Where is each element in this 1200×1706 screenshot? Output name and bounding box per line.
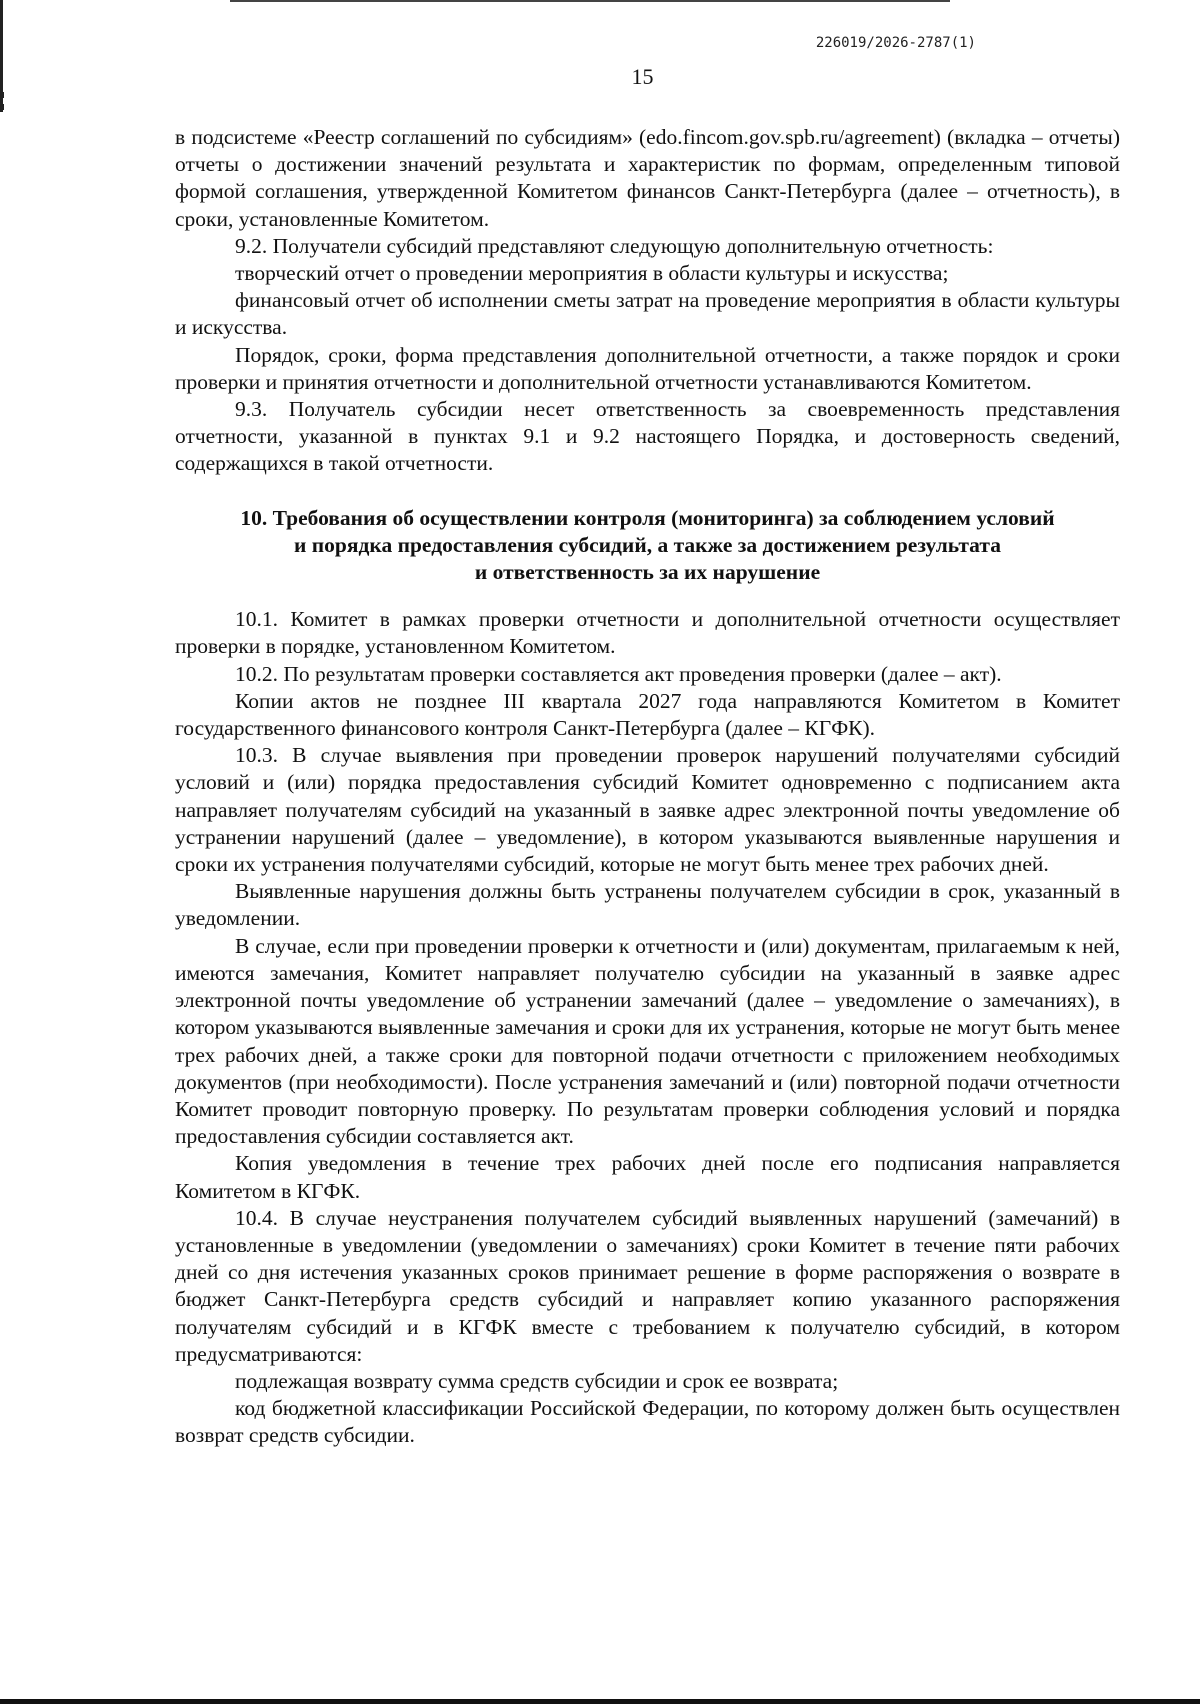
paragraph-9-1-continuation: в подсистеме «Реестр соглашений по субсидиям» (edo.fincom.gov.spb.ru/agreement) (вкладка – отчеты) отчеты о достижении значений результата и характеристик по формам, определенным типовой формой соглашения, утвержденной Комитетом финансов Санкт-Петербурга (далее – отчетность), в сроки, установленные Комитетом. [175,125,1120,231]
paragraph-violations-elimination: Выявленные нарушения должны быть устранены получателем субсидии в срок, указанный в уведомлении. [175,879,1120,931]
scan-edge-tick [0,92,4,98]
section-10-heading-line: и ответственность за их нарушение [474,560,821,585]
paragraph-10-1: 10.1. Комитет в рамках проверки отчетности и дополнительной отчетности осуществляет проверки в порядке, установленном Комитетом. [175,607,1120,659]
paragraph-10-2: 10.2. По результатам проверки составляется акт проведения проверки (далее – акт). [235,661,1002,686]
paragraph-9-2: 9.2. Получатели субсидий представляют следующую дополнительную отчетность: [235,233,994,258]
scan-edge-tick [0,104,4,110]
list-item-creative-report: творческий отчет о проведении мероприятия в области культуры и искусства; [235,261,949,286]
section-10-heading [175,505,1120,587]
paragraph-reporting-procedure: Порядок, сроки, форма представления дополнительной отчетности, а также порядок и сроки проверки и принятия отчетности и дополнительной отчетности устанавливаются Комитетом. [175,342,1120,394]
paragraph-notice-copy: Копия уведомления в течение трех рабочих дней после его подписания направляется Комитетом в КГФК. [175,1151,1120,1203]
paragraph-remarks: В случае, если при проведении проверки к отчетности и (или) документам, прилагаемым к ней, имеются замечания, Комитет направляет получателю субсидии на указанный в заявке адрес электронной почты уведомление об устранении замечаний (далее – уведомление о замечаниях), в котором указываются выявленные замечания и сроки для их устранения, которые не могут быть менее трех рабочих дней, а также сроки для повторной подачи отчетности с приложением необходимых документов (при необходимости). После устранения замечаний и (или) повторной подачи отчетности Комитет проводит повторную проверку. По результатам проверки соблюдения условий и порядка предоставления субсидии составляется акт. [175,933,1120,1149]
paragraph-acts-copies: Копии актов не позднее III квартала 2027 года направляются Комитетом в Комитет государственного финансового контроля Санкт-Петербурга (далее – КГФК). [175,688,1120,741]
list-item-refund-amount: подлежащая возврату сумма средств субсидии и срок ее возврата; [235,1368,839,1393]
document-body [175,124,1120,1450]
section-10-heading-line: и порядка предоставления субсидий, а также за достижением результата [294,532,1001,557]
document-registration-number: 226019/2026-2787(1) [815,35,976,51]
paragraph-10-4: 10.4. В случае неустранения получателем субсидий выявленных нарушений (замечаний) в установленные в уведомлении (уведомлении о замечаниях) сроки Комитет в течение пяти рабочих дней со дня истечения указанных сроков принимает решение в форме распоряжения о возврате в бюджет Санкт-Петербурга средств субсидий и направляет копию указанного распоряжения получателям субсидий и в КГФК вместе с требованием к получателю субсидий, в котором предусматриваются: [175,1205,1120,1366]
list-item-budget-code: код бюджетной классификации Российской Федерации, по которому должен быть осуществлен возврат средств субсидии. [175,1396,1120,1448]
page-number: 15 [631,64,654,89]
scan-edge-line-top [230,0,950,2]
paragraph-10-3: 10.3. В случае выявления при проведении проверок нарушений получателями субсидий условий и (или) порядка предоставления субсидий Комитет одновременно с подписанием акта направляет получателям субсидий на указанный в заявке адрес электронной почты уведомление об устранении нарушений (далее – уведомление), в котором указываются выявленные нарушения и сроки их устранения получателями субсидий, которые не могут быть менее трех рабочих дней. [175,743,1120,877]
paragraph-9-3: 9.3. Получатель субсидии несет ответственность за своевременность представления отчетности, указанной в пунктах 9.1 и 9.2 настоящего Порядка, и достоверность сведений, содержащихся в такой отчетности. [175,397,1120,476]
list-item-financial-report: финансовый отчет об исполнении сметы затрат на проведение мероприятия в области культуры и искусства. [175,288,1120,340]
section-10-heading-line: 10. Требования об осуществлении контроля (мониторинга) за соблюдением условий [240,505,1055,530]
scan-edge-line-bottom [0,1699,1200,1704]
